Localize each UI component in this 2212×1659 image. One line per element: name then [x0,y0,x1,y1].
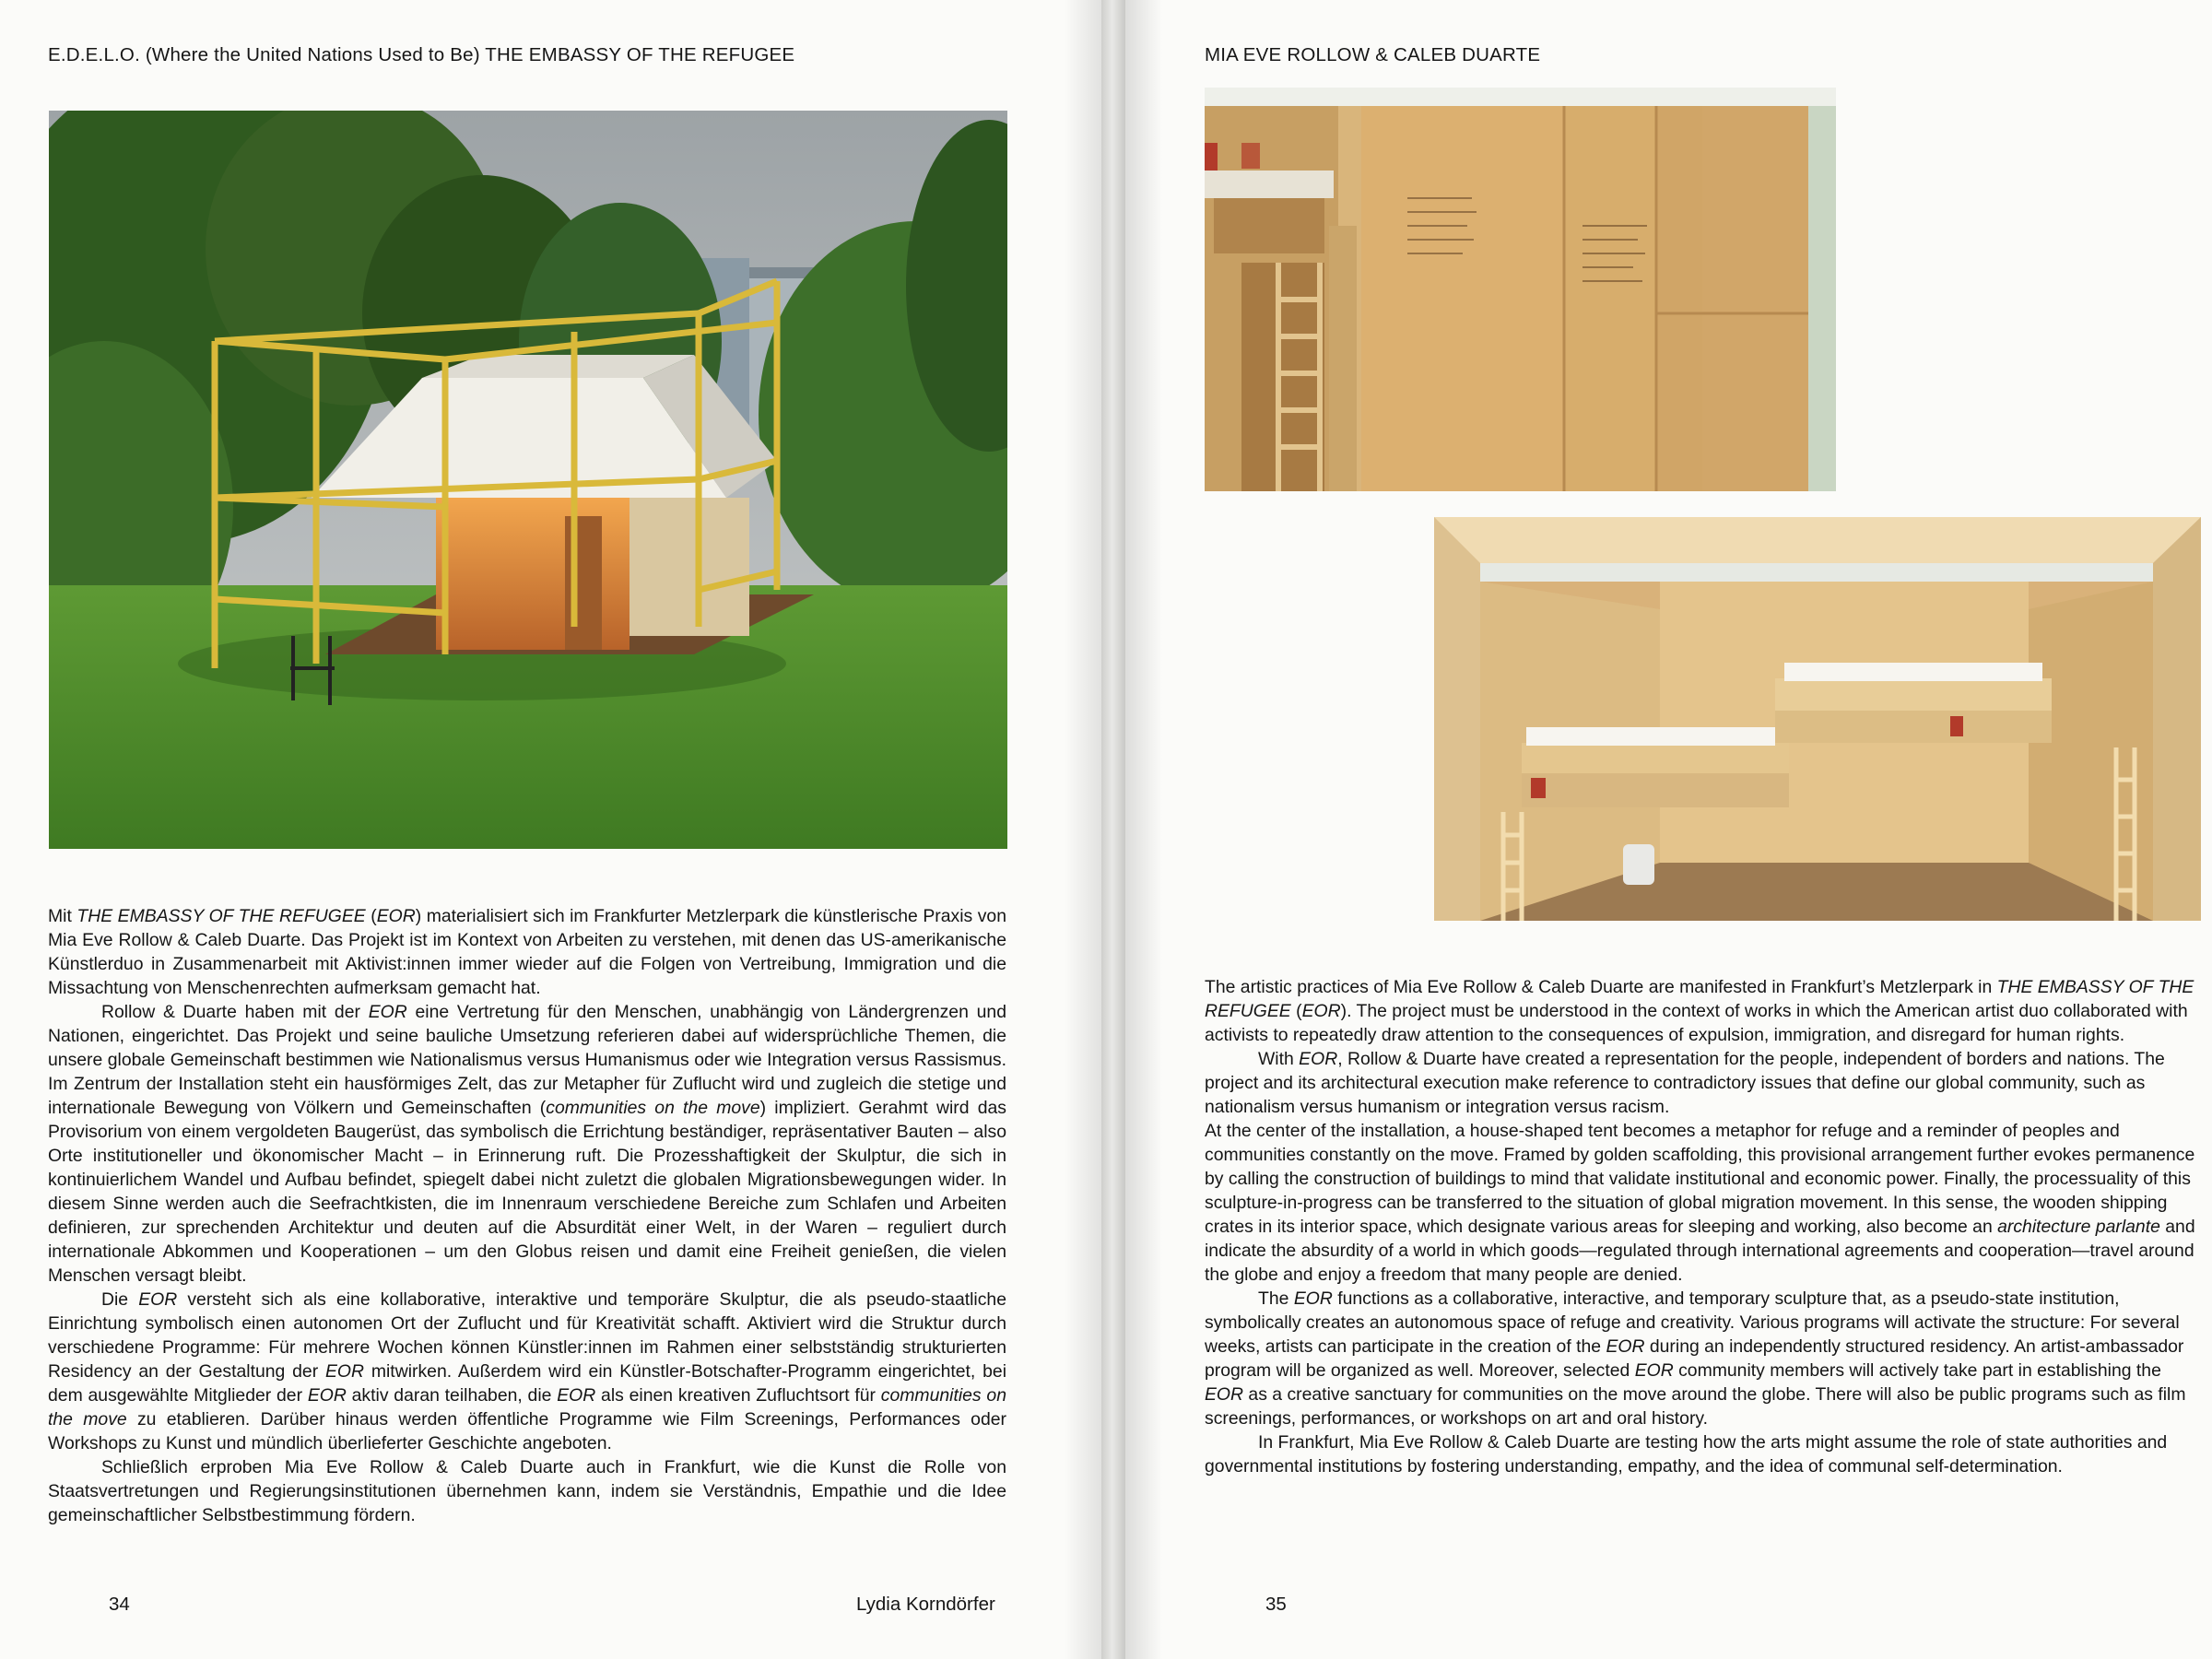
german-essay [48,904,1006,1527]
embassy-tent-park-photo [49,111,1007,849]
english-essay [1205,975,2202,1478]
running-head-left: E.D.E.L.O. (Where the United Nations Used to Be) THE EMBASSY OF THE REFUGEE [48,44,795,65]
paragraph-en-1: The artistic practices of Mia Eve Rollow & Caleb Duarte are manifested in Frankfurt’s Metzlerpark in THE EMBASSY OF THE REFUGEE (EOR). The project must be understood in the context of works in which the American artist duo collaborated with activists to repeatedly draw attention to the consequences of expulsion, immigration, and disregard for human rights. [1205,977,2194,1045]
paragraph-en-4: The EOR functions as a collaborative, interactive, and temporary sculpture that, as a pseudo-state institution, symbolically creates an autonomous space of refuge and creativity. Various programs will activate the structure: For several weeks, artists can participate in the creation of the EOR during an independently structured residency. An artist-ambassador program will be organized as well. Moreover, selected EOR community members will actively take part in establishing the EOR as a creative sanctuary for communities on the move around the globe. There will also be public programs such as film screenings, performances, or workshops on art and oral history. [1205,1288,2186,1429]
plywood-interior-photo [1205,88,1836,491]
left-page [0,0,1101,1659]
page-number-left: 34 [109,1594,130,1615]
paragraph-de-4: Schließlich erproben Mia Eve Rollow & Caleb Duarte auch in Frankfurt, wie die Kunst die Rolle von Staatsvertretungen und Regierungsinstitutionen übernehmen kann, indem sie Verständnis, Empathie und die Idee gemeinschaftlicher Selbstbestimmung fördern. [48,1457,1006,1525]
paragraph-en-2: With EOR, Rollow & Duarte have created a representation for the people, independent of borders and nations. The project and its architectural execution make reference to contradictory issues that define our global community, such as nationalism versus humanism or integration versus racism. [1205,1049,2165,1117]
paragraph-en-5: In Frankfurt, Mia Eve Rollow & Caleb Duarte are testing how the arts might assume the role of state authorities and governmental institutions by fostering understanding, empathy, and the idea of communal self-determination. [1205,1432,2168,1477]
page-number-right: 35 [1265,1594,1287,1615]
right-page [1125,0,2212,1659]
paragraph-de-2: Rollow & Duarte haben mit der EOR eine Vertretung für den Menschen, unabhängig von Ländergrenzen und Nationen, eingerichtet. Das Projekt und seine bauliche Umsetzung referieren dabei auf widersprüchliche Themen, die unsere globale Gemeinschaft bestimmen wie Nationalismus versus Humanismus oder wie Integration versus Rassismus. Im Zentrum der Installation steht ein hausförmiges Zelt, das zur Metapher für Zuflucht wird und zugleich die stetige und internationale Bewegung von Völkern und Gemeinschaften (communities on the move) impliziert. Gerahmt wird das Provisorium von einem vergoldeten Baugerüst, das symbolisch die Errichtung beständiger, repräsentativer Bauten – also Orte institutioneller und ökonomischer Macht – in Erinnerung ruft. Die Prozesshaftigkeit der Skulptur, die sich in kontinuierlichem Wandel und Aufbau befindet, spiegelt dabei nicht zuletzt die globalen Migrationsbewegungen wider. In diesem Sinne werden auch die Seefrachtkisten, die im Innenraum verschiedene Bereiche zum Schlafen und Arbeiten definieren, zur sprechenden Architektur und deuten auf die Absurdität einer Welt, in der Waren – reguliert durch internationale Abkommen und Kooperationen – um den Globus reisen und damit eine Freiheit genießen, die vielen Menschen versagt bleibt. [48,1002,1006,1286]
spine-shadow [1065,0,1101,1659]
spine-shadow [1125,0,1162,1659]
paragraph-en-3: At the center of the installation, a house-shaped tent becomes a metaphor for refuge and a reminder of peoples and communities constantly on the move. Framed by golden scaffolding, this provisional arrangement further evokes permanence by calling the construction of buildings to mind that validate institutional and economic power. Finally, the processuality of this sculpture-in-progress can be transferred to the situation of global migration movement. In this sense, the wooden shipping crates in its interior space, which designate various areas for sleeping and working, also become an architecture parlante and indicate the absurdity of a world in which goods—regulated through international agreements and cooperation—travel around the globe and enjoy a freedom that many people are denied. [1205,1121,2195,1285]
paragraph-de-1: Mit THE EMBASSY OF THE REFUGEE (EOR) materialisiert sich im Frankfurter Metzlerpark die künstlerische Praxis von Mia Eve Rollow & Caleb Duarte. Das Projekt ist im Kontext von Arbeiten zu verstehen, mit denen das US-amerikanische Künstlerduo in Zusammenarbeit mit Aktivist:innen immer wieder auf die Folgen von Vertreibung, Immigration und die Missachtung von Menschenrechten aufmerksam gemacht hat. [48,906,1006,998]
running-head-right: MIA EVE ROLLOW & CALEB DUARTE [1205,44,1541,65]
bunk-crates-photo [1434,517,2201,921]
book-gutter [1101,0,1125,1659]
paragraph-de-3: Die EOR versteht sich als eine kollaborative, interaktive und temporäre Skulptur, die als pseudo-staatliche Einrichtung symbolisch einen autonomen Ort der Zuflucht und für Kreativität schafft. Aktiviert wird die Struktur durch verschiedene Programme: Für mehrere Wochen können Künstler:innen im Rahmen einer selbstständig strukturierten Residency an der Gestaltung der EOR mitwirken. Außerdem wird ein Künstler-Botschafter-Programm eingerichtet, bei dem ausgewählte Mitglieder der EOR aktiv daran teilhaben, die EOR als einen kreativen Zufluchtsort für communities on the move zu etablieren. Darüber hinaus werden öffentliche Programme wie Film Screenings, Performances oder Workshops zu Kunst und mündlich überlieferter Geschichte angeboten. [48,1289,1007,1453]
author-credit: Lydia Korndörfer [856,1594,995,1615]
